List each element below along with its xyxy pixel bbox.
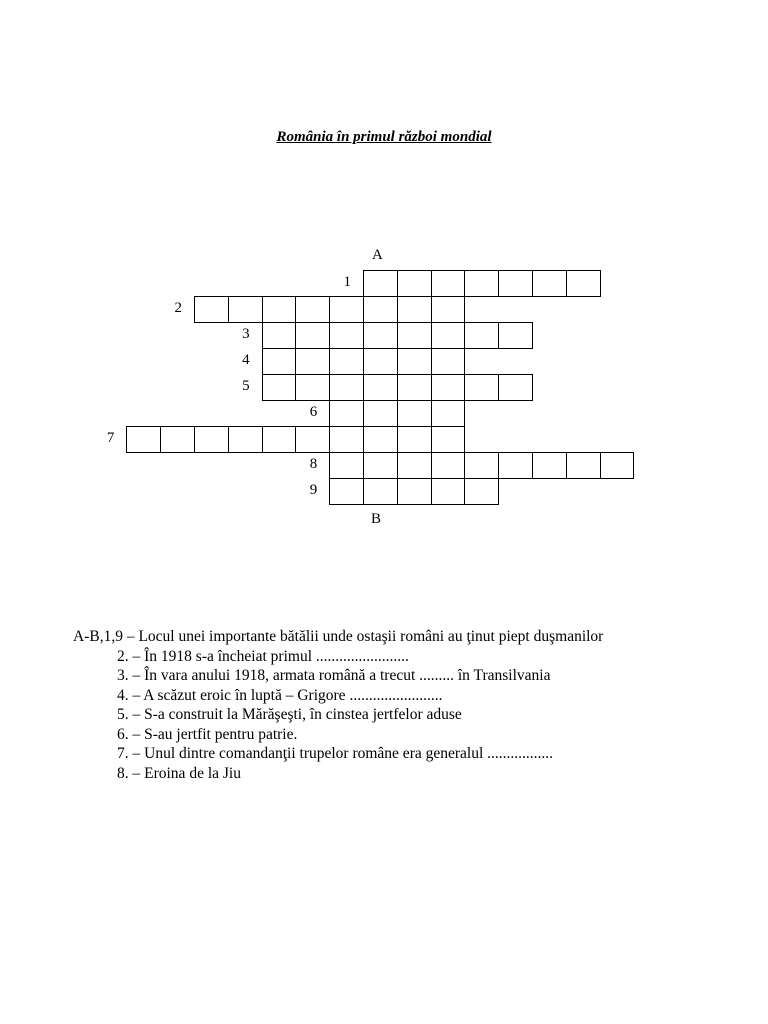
crossword-cell[interactable] (532, 452, 567, 479)
crossword-cell[interactable] (329, 452, 364, 479)
crossword-cell[interactable] (363, 374, 398, 401)
row-number: 2 (174, 300, 182, 316)
clue-item: 3. – În vara anului 1918, armata română a trecut ......... în Transilvania (117, 667, 551, 684)
crossword-cell[interactable] (262, 348, 297, 375)
crossword-cell[interactable] (329, 374, 364, 401)
crossword-cell[interactable] (295, 426, 330, 453)
crossword-cell[interactable] (397, 374, 432, 401)
crossword-cell[interactable] (431, 348, 466, 375)
row-number: 1 (343, 274, 351, 290)
crossword-cell[interactable] (329, 426, 364, 453)
crossword-cell[interactable] (397, 478, 432, 505)
crossword-cell[interactable] (431, 426, 466, 453)
page-title: România în primul război mondial (276, 129, 492, 145)
clue-item: 4. – A scăzut eroic în luptă – Grigore ........................ (117, 686, 443, 704)
crossword-cell[interactable] (363, 348, 398, 375)
row-number: 8 (309, 456, 318, 472)
row-number: 6 (309, 404, 318, 420)
row-number: 9 (309, 482, 318, 498)
crossword-cell[interactable] (464, 270, 499, 297)
crossword-cell[interactable] (329, 296, 364, 323)
crossword-cell[interactable] (397, 452, 432, 479)
crossword-cell[interactable] (397, 296, 432, 323)
crossword-cell[interactable] (397, 322, 432, 349)
crossword-cell[interactable] (228, 296, 263, 323)
crossword-cell[interactable] (431, 296, 466, 323)
crossword-cell[interactable] (295, 374, 330, 401)
crossword-cell[interactable] (363, 452, 398, 479)
crossword-cell[interactable] (295, 322, 330, 349)
row-number: 3 (242, 326, 250, 342)
crossword-cell[interactable] (329, 478, 364, 505)
clue-item: 8. – Eroina de la Jiu (117, 764, 241, 782)
column-label-top: A (372, 247, 383, 263)
crossword-cell[interactable] (532, 270, 567, 297)
crossword-cell[interactable] (566, 270, 601, 297)
crossword-cell[interactable] (126, 426, 161, 453)
crossword-cell[interactable] (363, 322, 398, 349)
crossword-cell[interactable] (262, 426, 297, 453)
crossword-cell[interactable] (329, 348, 364, 375)
clue-item: 2. – În 1918 s-a încheiat primul ........................ (117, 647, 409, 665)
crossword-cell[interactable] (363, 426, 398, 453)
crossword-cell[interactable] (295, 296, 330, 323)
crossword-cell[interactable] (262, 374, 297, 401)
crossword-cell[interactable] (329, 400, 364, 427)
crossword-cell[interactable] (431, 478, 466, 505)
crossword-cell[interactable] (498, 270, 533, 297)
crossword-cell[interactable] (363, 400, 398, 427)
crossword-cell[interactable] (363, 296, 398, 323)
crossword-cell[interactable] (498, 452, 533, 479)
row-number: 5 (242, 378, 250, 394)
clue-item: 5. – S-a construit la Mărăşeşti, în cinstea jertfelor aduse (117, 706, 462, 723)
crossword-cell[interactable] (397, 400, 432, 427)
row-number: 7 (106, 430, 115, 446)
crossword-cell[interactable] (431, 322, 466, 349)
crossword-cell[interactable] (498, 374, 533, 401)
crossword-cell[interactable] (363, 478, 398, 505)
column-label-bottom: B (371, 511, 382, 527)
crossword-cell[interactable] (464, 478, 499, 505)
clue-item: A-B,1,9 – Locul unei importante bătălii unde ostaşii români au ţinut piept duşmanilor (73, 628, 604, 645)
crossword-cell[interactable] (464, 322, 499, 349)
row-number: 4 (242, 352, 250, 368)
crossword-cell-key[interactable] (363, 270, 398, 297)
clue-item: 6. – S-au jertfit pentru patrie. (117, 725, 298, 743)
crossword-cell[interactable] (194, 296, 229, 323)
crossword-cell[interactable] (295, 348, 330, 375)
crossword-cell[interactable] (397, 348, 432, 375)
clue-item: 7. – Unul dintre comandanţii trupelor române era generalul ................. (117, 745, 554, 762)
crossword-cell[interactable] (329, 322, 364, 349)
clues-list (73, 627, 603, 783)
crossword-cell[interactable] (431, 374, 466, 401)
crossword-cell[interactable] (262, 322, 297, 349)
crossword-cell[interactable] (431, 452, 466, 479)
crossword-cell[interactable] (431, 270, 466, 297)
crossword-cell[interactable] (397, 426, 432, 453)
crossword-cell[interactable] (160, 426, 195, 453)
crossword-cell[interactable] (397, 270, 432, 297)
crossword-cell[interactable] (194, 426, 229, 453)
crossword-cell[interactable] (464, 374, 499, 401)
crossword-cell[interactable] (600, 452, 635, 479)
crossword-cell[interactable] (228, 426, 263, 453)
crossword-cell[interactable] (566, 452, 601, 479)
crossword-cell[interactable] (262, 296, 297, 323)
crossword-cell[interactable] (464, 452, 499, 479)
crossword-cell[interactable] (498, 322, 533, 349)
crossword-cell[interactable] (431, 400, 466, 427)
